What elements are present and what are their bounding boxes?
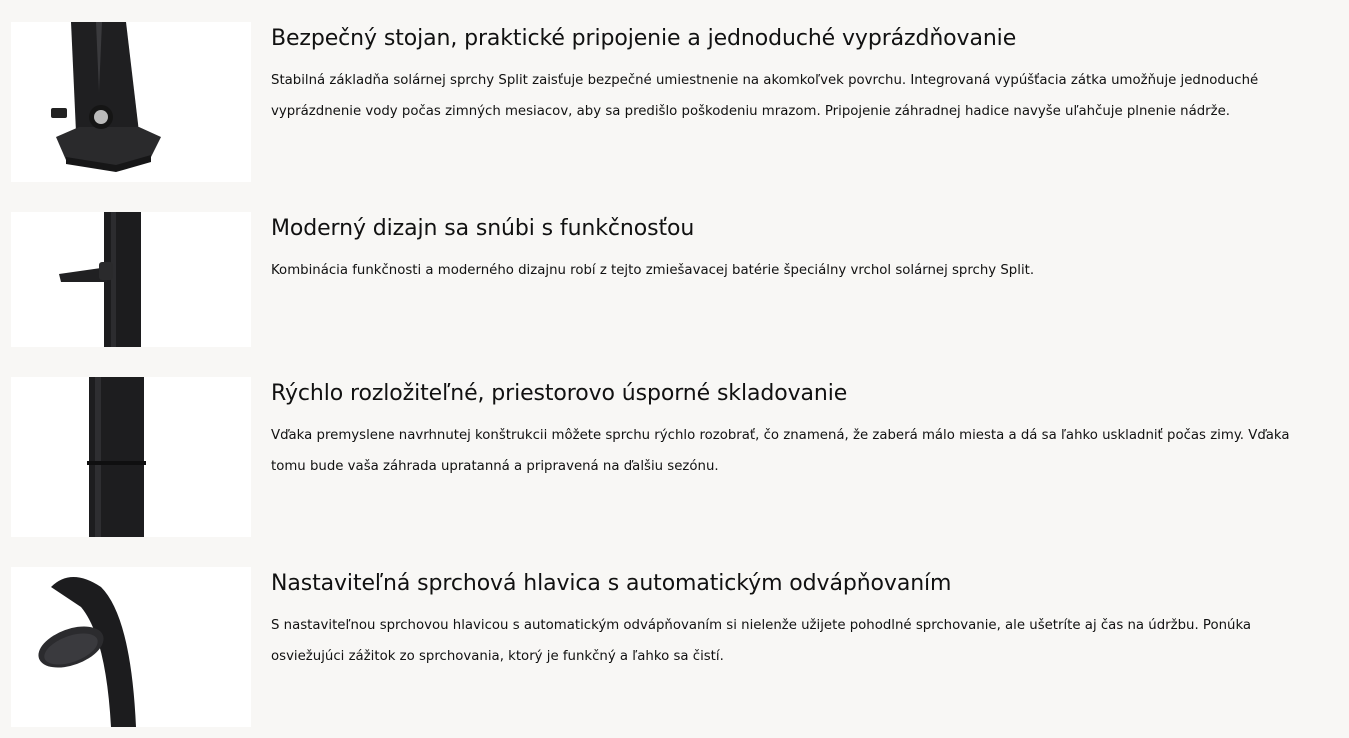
feature-text [271,567,1311,672]
feature-description: S nastaviteľnou sprchovou hlavicou s automatickým odvápňovaním si nielenže užijete pohodlné sprchovanie, ale ušetríte aj čas na údržbu. Ponúka osviežujúci zážitok zo sprchovania, ktorý je funkčný a ľahko sa čistí. [271,618,1252,664]
feature-title: Moderný dizajn sa snúbi s funkčnosťou [271,216,695,241]
feature-title: Rýchlo rozložiteľné, priestorovo úsporné skladovanie [271,381,848,406]
feature-title: Bezpečný stojan, praktické pripojenie a jednoduché vyprázdňovanie [271,26,1017,51]
feature-text [271,212,1311,287]
feature-text [271,377,1311,482]
feature-description: Vďaka premyslene navrhnutej konštrukcii môžete sprchu rýchlo rozobrať, čo znamená, že zaberá málo miesta a dá sa ľahko uskladniť počas zimy. Vďaka tomu bude vaša záhrada upratanná a pripravená na ďalšiu sezónu. [271,428,1290,474]
feature-description: Stabilná základňa solárnej sprchy Split zaisťuje bezpečné umiestnenie na akomkoľvek povrchu. Integrovaná vypúšťacia zátka umožňuje jednoduché vyprázdnenie vody počas zimných mesiacov, aby sa predišlo poškodeniu mrazom. Pripojenie záhradnej hadice navyše uľahčuje plnenie nádrže. [271,73,1259,119]
feature-description: Kombinácia funkčnosti a moderného dizajnu robí z tejto zmiešavacej batérie špeciálny vrchol solárnej sprchy Split. [271,263,1035,278]
column-joint-image [11,377,251,537]
feature-title: Nastaviteľná sprchová hlavica s automatickým odvápňovaním [271,571,952,596]
mixer-tap-image [11,212,251,347]
feature-text [271,22,1311,127]
shower-base-image [11,22,251,182]
shower-head-image [11,567,251,727]
